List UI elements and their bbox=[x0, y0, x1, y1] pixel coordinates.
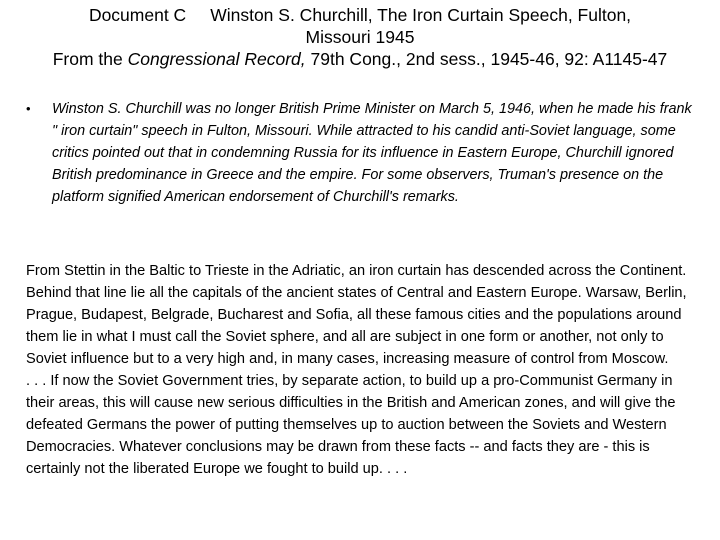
source-citation bbox=[0, 48, 720, 70]
context-note bbox=[26, 98, 698, 208]
context-note-text: Winston S. Churchill was no longer British Prime Minister on March 5, 1946, when he made his frank " iron curtain" speech in Fulton, Missouri. While attracted to his candid anti-Soviet language, some critics pointed out that in condemning Russia for its influence in Eastern Europe, Churchill ignored British predominance in Greece and the empire. For some observers, Truman's presence on the platform signified American endorsement of Churchill's remarks. bbox=[52, 101, 692, 205]
source-prefix: From the bbox=[52, 49, 128, 69]
source-publication: Congressional Record, bbox=[127, 49, 306, 69]
source-details: 79th Cong., 2nd sess., 1945-46, 92: A1145-47 bbox=[305, 49, 668, 69]
bullet-marker: • bbox=[26, 101, 31, 116]
speech-excerpt bbox=[26, 260, 702, 480]
excerpt-paragraph-1: From Stettin in the Baltic to Trieste in the Adriatic, an iron curtain has descended across the Continent. Behind that line lie all the capitals of the ancient states of Central and Eastern Europe. Warsaw, Berlin, Prague, Budapest, Belgrade, Bucharest and Sofia, all these famous cities and the populations around them lie in what I must call the Soviet sphere, and all are subject in one form or another, not only to Soviet influence but to a very high and, in many cases, increasing measure of control from Moscow. bbox=[26, 263, 687, 367]
header-line-2: Missouri 1945 bbox=[305, 27, 415, 47]
document-label: Document C bbox=[88, 5, 187, 25]
document-header bbox=[0, 4, 720, 70]
header-line-1 bbox=[0, 4, 720, 26]
excerpt-paragraph-2: . . . If now the Soviet Government tries, by separate action, to build up a pro-Communist Germany in their areas, this will cause new serious difficulties in the British and American zones, and will give the defeated Germans the power of putting themselves up to auction between the Soviets and Western Democracies. Whatever conclusions may be drawn from these facts -- and facts they are - this is certainly not the liberated Europe we fought to build up. . . . bbox=[26, 373, 676, 477]
document-title: Winston S. Churchill, The Iron Curtain Speech, Fulton, bbox=[210, 5, 632, 25]
